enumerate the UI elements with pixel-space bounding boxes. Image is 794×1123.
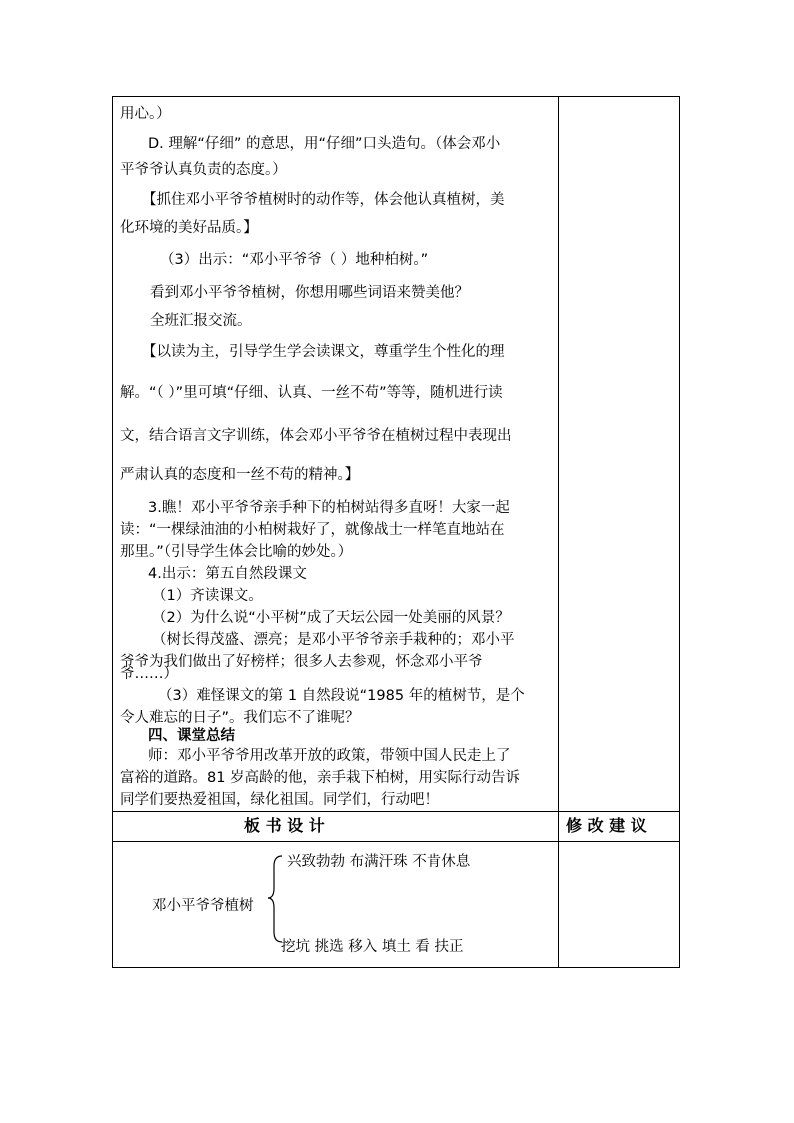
lesson-line: 读：“一棵绿油油的小柏树栽好了，就像战士一样笔直地站在 xyxy=(120,522,505,538)
lesson-line: 令人难忘的日子”。我们忘不了谁呢？ xyxy=(120,710,360,726)
lesson-line: （1）齐读课文。 xyxy=(152,588,263,604)
lesson-line: 解。“（ ）”里可填“仔细、认真、一丝不苟”等等，随机进行读 xyxy=(120,385,503,401)
revision-header: 修 改 建 议 xyxy=(566,816,647,835)
column-divider xyxy=(558,96,559,968)
lesson-line: 看到邓小平爷爷植树，你想用哪些词语来赞美他？ xyxy=(150,285,469,301)
lesson-line: 平爷爷认真负责的态度。） xyxy=(120,162,287,178)
board-top-words: 兴致勃勃 布满汗珠 不肯休息 xyxy=(287,854,471,870)
lesson-line: 【以读为主，引导学生学会读课文，尊重学生个性化的理 xyxy=(142,344,505,360)
lesson-line: 爷爷为我们做出了好榜样；很多人去参观，怀念邓小平爷 xyxy=(120,654,483,670)
lesson-line: 那里。”（引导学生体会比喻的妙处。） xyxy=(120,544,353,560)
brace-icon xyxy=(266,852,284,944)
lesson-line: 4.出示：第五自然段课文 xyxy=(148,566,307,582)
lesson-line: 全班汇报交流。 xyxy=(150,313,252,329)
lesson-line: 同学们要热爱祖国，绿化祖国。同学们，行动吧！ xyxy=(120,792,439,808)
lesson-line: 3.瞧！邓小平爷爷亲手种下的柏树站得多直呀！大家一起 xyxy=(148,500,510,516)
lesson-line: （3）难怪课文的第 1 自然段说“1985 年的植树节，是个 xyxy=(158,688,525,704)
board-bottom-words: 挖坑 挑选 移入 填土 看 扶正 xyxy=(281,939,464,955)
lesson-line: 【抓住邓小平爷爷植树时的动作等，体会他认真植树，美 xyxy=(142,192,505,208)
lesson-line: 爷……） xyxy=(120,666,178,682)
lesson-line: 用心。） xyxy=(120,106,171,122)
lesson-line: 师：邓小平爷爷用改革开放的政策，带领中国人民走上了 xyxy=(148,748,511,764)
row-divider-1 xyxy=(112,811,680,812)
section-heading: 四、课堂总结 xyxy=(148,728,235,744)
board-root: 邓小平爷爷植树 xyxy=(152,898,254,914)
row-divider-2 xyxy=(112,841,680,842)
lesson-line: 富裕的道路。81 岁高龄的他，亲手栽下柏树，用实际行动告诉 xyxy=(120,770,521,786)
lesson-line: 严肃认真的态度和一丝不苟的精神。】 xyxy=(120,467,360,483)
lesson-line: （树长得茂盛、漂亮；是邓小平爷爷亲手栽种的；邓小平 xyxy=(152,632,515,648)
lesson-line: 化环境的美好品质。】 xyxy=(120,220,258,236)
board-design-header: 板 书 设 计 xyxy=(244,816,325,835)
lesson-line: （2）为什么说“小平树”成了天坛公园一处美丽的风景？ xyxy=(152,610,510,626)
lesson-line: D. 理解“仔细” 的意思，用“仔细”口头造句。（体会邓小 xyxy=(148,136,501,152)
lesson-line: （3）出示：“邓小平爷爷（ ）地种柏树。” xyxy=(160,252,429,268)
lesson-line: 文，结合语言文字训练，体会邓小平爷爷在植树过程中表现出 xyxy=(120,428,512,444)
